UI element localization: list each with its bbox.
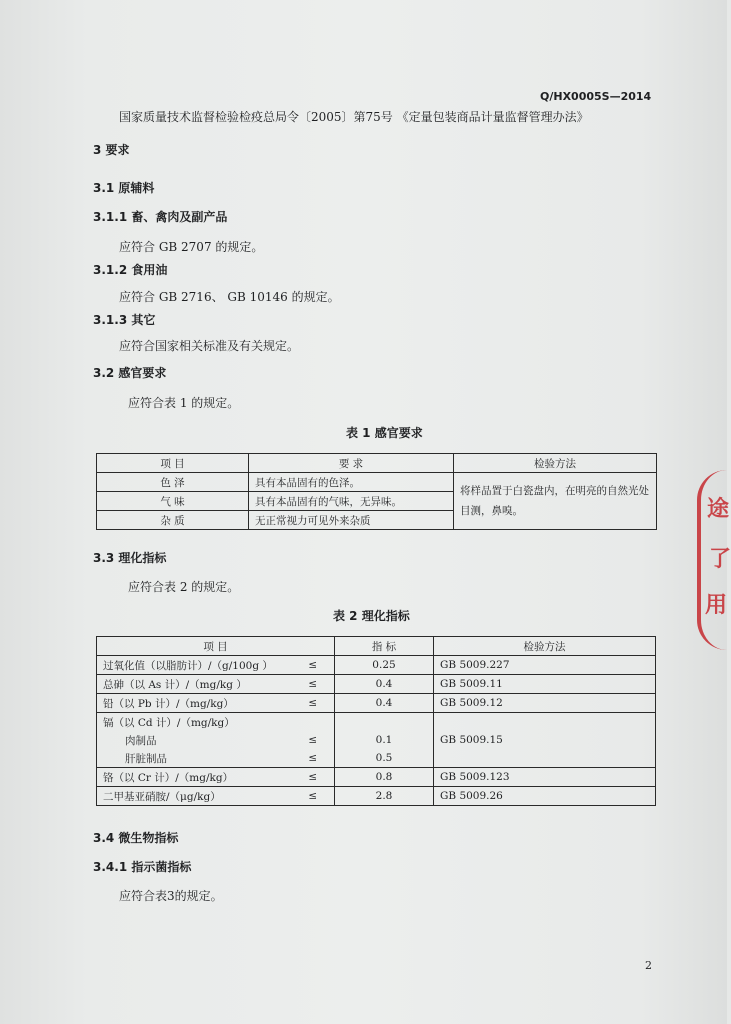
stamp-char: 用 [705,593,728,618]
table-2-item: 肝脏制品 [97,749,292,768]
standard-code: Q/HX0005S—2014 [540,90,652,103]
table-2-method: GB 5009.227 [434,656,656,675]
section-3-4-1-body: 应符合表3的规定。 [119,889,223,903]
table-2-value: 0.8 [335,768,434,787]
table-2-method: GB 5009.123 [434,768,656,787]
table-2-item: 铅（以 Pb 计）/（mg/kg） [97,694,292,713]
section-3-heading: 3 要求 [93,143,130,157]
table-1-req: 具有本品固有的色泽。 [249,473,454,492]
table-1-item: 色 泽 [97,473,249,492]
table-2-value [335,713,434,732]
table-2-op: ≤ [292,787,335,806]
section-3-3-heading: 3.3 理化指标 [93,551,167,565]
table-2-header-method: 检验方法 [434,637,656,656]
section-3-1-heading: 3.1 原辅料 [93,181,155,195]
table-2-op: ≤ [292,749,335,768]
table-2-op: ≤ [292,694,335,713]
stamp-char: 了 [709,547,731,572]
table-row [97,768,656,787]
red-seal-stamp [697,470,731,650]
section-3-1-1-body: 应符合 GB 2707 的规定。 [119,240,264,254]
table-2-header-item: 项 目 [97,637,335,656]
page-number: 2 [645,959,652,972]
section-3-4-1-heading: 3.4.1 指示菌指标 [93,860,192,874]
table-1-header-row [97,454,657,473]
section-3-1-2-heading: 3.1.2 食用油 [93,263,168,277]
table-2-op: ≤ [292,731,335,749]
stamp-char: 途 [707,497,730,522]
table-2-item: 总砷（以 As 计）/（mg/kg ） [97,675,292,694]
table-2-item: 过氧化值（以脂肪计）/（g/100g ） [97,656,292,675]
table-2-value: 0.1 [335,731,434,749]
table-row [97,656,656,675]
table-row [97,694,656,713]
table-1-method: 将样品置于白瓷盘内，在明亮的自然光处目测，鼻嗅。 [454,473,657,530]
table-2-value: 0.4 [335,675,434,694]
section-3-1-3-body: 应符合国家相关标准及有关规定。 [119,339,300,353]
table-2-method: GB 5009.15 [434,713,656,768]
table-2-method: GB 5009.12 [434,694,656,713]
section-3-1-2-body: 应符合 GB 2716、 GB 10146 的规定。 [119,290,340,304]
table-2-item: 二甲基亚硝胺/（μg/kg） [97,787,292,806]
table-row [97,675,656,694]
table-2-op: ≤ [292,656,335,675]
table-1-item: 气 味 [97,492,249,511]
law-reference: 国家质量技术监督检验检疫总局令〔2005〕第75号 《定量包装商品计量监督管理办法》 [119,110,589,124]
section-3-1-1-heading: 3.1.1 畜、禽肉及副产品 [93,210,228,224]
table-2-method: GB 5009.11 [434,675,656,694]
section-3-3-body: 应符合表 2 的规定。 [128,580,240,594]
table-2-value: 0.25 [335,656,434,675]
section-3-2-body: 应符合表 1 的规定。 [128,396,240,410]
table-1-req: 具有本品固有的气味，无异味。 [249,492,454,511]
table-2-op [292,713,335,732]
section-3-2-heading: 3.2 感官要求 [93,366,167,380]
table-row [97,787,656,806]
table-2-header-value: 指 标 [335,637,434,656]
table-1-header-item: 项 目 [97,454,249,473]
table-2-value: 2.8 [335,787,434,806]
table-1-item: 杂 质 [97,511,249,530]
table-1-req: 无正常视力可见外来杂质 [249,511,454,530]
table-2-value: 0.4 [335,694,434,713]
section-3-4-heading: 3.4 微生物指标 [93,831,179,845]
table-row [97,473,657,492]
table-1-header-method: 检验方法 [454,454,657,473]
table-2-item: 肉制品 [97,731,292,749]
table-2-caption: 表 2 理化指标 [333,609,410,623]
table-row [97,713,656,732]
table-2-value: 0.5 [335,749,434,768]
table-2-op: ≤ [292,675,335,694]
table-2 [96,636,656,806]
section-3-1-3-heading: 3.1.3 其它 [93,313,156,327]
table-1-caption: 表 1 感官要求 [346,426,423,440]
table-2-item: 铬（以 Cr 计）/（mg/kg） [97,768,292,787]
table-2-header-row [97,637,656,656]
table-1-header-req: 要 求 [249,454,454,473]
table-2-op: ≤ [292,768,335,787]
table-2-item: 镉（以 Cd 计）/（mg/kg） [97,713,292,732]
table-1 [96,453,657,530]
table-2-method: GB 5009.26 [434,787,656,806]
